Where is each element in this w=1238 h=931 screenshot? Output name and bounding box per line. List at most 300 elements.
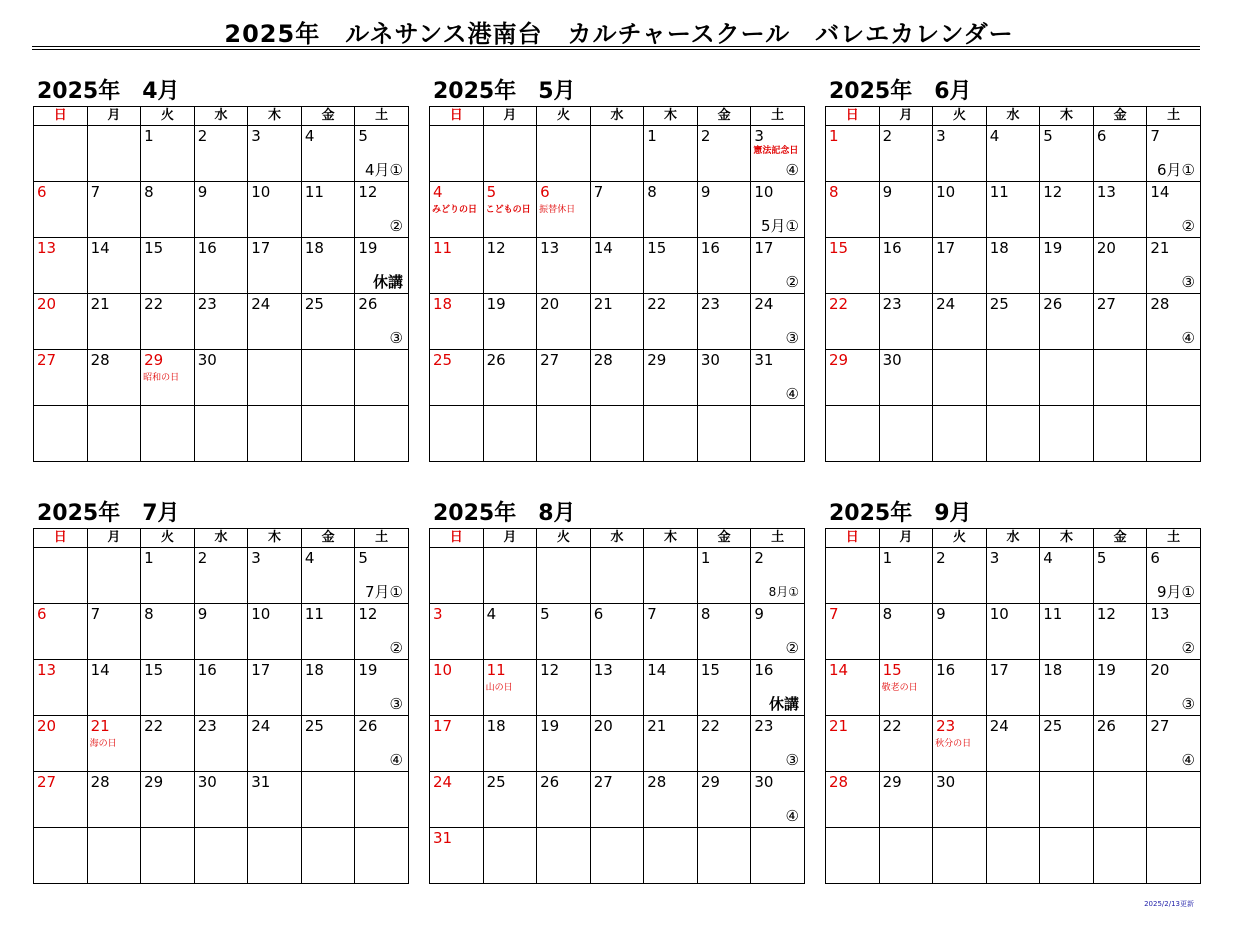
day-number: 16 — [197, 661, 217, 679]
day-number: 22 — [144, 717, 164, 735]
day-cell — [87, 238, 141, 294]
weekday-header: 日 — [430, 529, 484, 548]
day-cell — [537, 406, 591, 462]
day-cell — [87, 772, 141, 828]
weekday-header-row — [826, 529, 1201, 548]
day-cell — [1093, 716, 1147, 772]
day-cell — [483, 126, 537, 182]
lesson-note: ④ — [785, 385, 799, 403]
day-number: 10 — [251, 605, 271, 623]
day-cell — [1093, 772, 1147, 828]
lesson-note: 5月① — [761, 217, 799, 235]
day-cell — [751, 716, 805, 772]
day-cell — [590, 350, 644, 406]
day-cell — [194, 350, 248, 406]
day-cell — [1040, 548, 1094, 604]
day-cell — [430, 350, 484, 406]
day-number: 7 — [1150, 127, 1160, 145]
holiday-label: 敬老の日 — [881, 683, 918, 693]
week-row — [430, 126, 805, 182]
day-number: 20 — [37, 717, 57, 735]
day-number: 19 — [1043, 239, 1063, 257]
week-row — [430, 660, 805, 716]
day-number: 16 — [700, 239, 720, 257]
day-number: 3 — [251, 549, 261, 567]
day-number: 8 — [144, 605, 154, 623]
day-cell — [933, 548, 987, 604]
day-cell — [1093, 660, 1147, 716]
week-row — [34, 660, 409, 716]
lesson-note: ③ — [1181, 695, 1195, 713]
lesson-note: ② — [389, 217, 403, 235]
day-cell — [248, 828, 302, 884]
day-number: 5 — [358, 549, 368, 567]
day-number: 25 — [1043, 717, 1063, 735]
day-cell — [986, 294, 1040, 350]
day-number: 13 — [540, 239, 560, 257]
holiday-label: こどもの日 — [485, 205, 531, 215]
day-number: 25 — [989, 295, 1009, 313]
weekday-header: 月 — [879, 107, 933, 126]
day-cell — [248, 548, 302, 604]
day-number: 28 — [90, 773, 110, 791]
day-cell — [1147, 182, 1201, 238]
day-cell — [933, 350, 987, 406]
day-cell — [1040, 604, 1094, 660]
day-cell — [826, 238, 880, 294]
day-number: 16 — [936, 661, 956, 679]
day-number: 22 — [647, 295, 667, 313]
day-cell — [34, 182, 88, 238]
day-number: 7 — [829, 605, 839, 623]
day-number: 15 — [829, 239, 849, 257]
day-cell — [697, 126, 751, 182]
day-number: 26 — [486, 351, 506, 369]
weekday-header: 木 — [1040, 107, 1094, 126]
day-cell — [826, 660, 880, 716]
day-cell — [34, 126, 88, 182]
weekday-header: 土 — [355, 529, 409, 548]
day-number: 9 — [936, 605, 946, 623]
day-number: 29 — [647, 351, 667, 369]
day-number: 6 — [1096, 127, 1107, 145]
day-cell — [644, 294, 698, 350]
day-cell — [355, 294, 409, 350]
day-number: 2 — [936, 549, 946, 567]
day-cell — [355, 828, 409, 884]
day-cell — [483, 406, 537, 462]
day-cell — [248, 772, 302, 828]
day-cell — [34, 294, 88, 350]
lesson-note: 休講 — [768, 695, 799, 713]
month-calendar — [33, 78, 409, 462]
day-number: 7 — [647, 605, 657, 623]
day-number: 2 — [882, 127, 893, 145]
day-number: 26 — [1096, 717, 1116, 735]
month-calendar — [825, 500, 1201, 884]
day-cell — [644, 660, 698, 716]
day-cell — [301, 772, 355, 828]
day-cell — [644, 350, 698, 406]
day-cell — [826, 294, 880, 350]
day-cell — [87, 716, 141, 772]
day-cell — [879, 828, 933, 884]
day-number: 8 — [882, 605, 893, 623]
day-cell — [986, 828, 1040, 884]
day-cell — [301, 294, 355, 350]
day-cell — [34, 406, 88, 462]
day-number: 13 — [593, 661, 613, 679]
day-cell — [194, 294, 248, 350]
day-number: 12 — [540, 661, 560, 679]
lesson-note: ④ — [389, 751, 403, 769]
day-number: 7 — [90, 183, 101, 201]
day-number: 28 — [647, 773, 667, 791]
day-number: 14 — [593, 239, 613, 257]
day-cell — [697, 182, 751, 238]
month-calendar — [825, 78, 1201, 462]
day-cell — [1147, 604, 1201, 660]
day-cell — [537, 350, 591, 406]
day-number: 25 — [486, 773, 506, 791]
day-cell — [430, 238, 484, 294]
day-cell — [194, 238, 248, 294]
day-cell — [194, 406, 248, 462]
day-cell — [537, 828, 591, 884]
day-number: 12 — [1043, 183, 1063, 201]
weekday-header: 金 — [301, 107, 355, 126]
day-number: 23 — [936, 717, 956, 735]
day-cell — [141, 604, 195, 660]
day-cell — [248, 350, 302, 406]
day-number: 11 — [989, 183, 1009, 201]
day-cell — [751, 772, 805, 828]
day-number: 3 — [989, 549, 1000, 567]
weekday-header: 土 — [355, 107, 409, 126]
weekday-header: 水 — [590, 107, 644, 126]
weekday-header: 水 — [194, 107, 248, 126]
day-cell — [986, 660, 1040, 716]
day-number: 4 — [433, 183, 443, 201]
day-cell — [355, 126, 409, 182]
day-number: 19 — [1096, 661, 1116, 679]
weekday-header-row — [34, 107, 409, 126]
day-number: 1 — [700, 549, 711, 567]
day-cell — [879, 660, 933, 716]
week-row — [430, 716, 805, 772]
week-row — [34, 238, 409, 294]
weekday-header: 月 — [483, 107, 537, 126]
day-cell — [483, 828, 537, 884]
day-number: 28 — [593, 351, 613, 369]
day-cell — [697, 660, 751, 716]
weekday-header: 水 — [194, 529, 248, 548]
weekday-header: 日 — [430, 107, 484, 126]
day-cell — [87, 294, 141, 350]
day-cell — [1147, 350, 1201, 406]
day-cell — [34, 772, 88, 828]
day-cell — [34, 716, 88, 772]
day-cell — [194, 604, 248, 660]
lesson-note: ② — [1181, 639, 1195, 657]
weekday-header-row — [430, 107, 805, 126]
day-cell — [537, 716, 591, 772]
day-number: 9 — [754, 605, 764, 623]
day-number: 11 — [304, 183, 324, 201]
day-cell — [483, 660, 537, 716]
title-divider — [32, 49, 1200, 50]
day-cell — [301, 350, 355, 406]
day-number: 23 — [197, 717, 217, 735]
holiday-label: 昭和の日 — [143, 373, 180, 383]
lesson-note: ④ — [1181, 329, 1195, 347]
day-cell — [483, 604, 537, 660]
day-cell — [697, 548, 751, 604]
day-number: 4 — [486, 605, 497, 623]
day-number: 12 — [486, 239, 506, 257]
week-row — [826, 294, 1201, 350]
day-number: 24 — [989, 717, 1009, 735]
day-cell — [751, 406, 805, 462]
week-row — [34, 548, 409, 604]
day-number: 17 — [936, 239, 956, 257]
day-cell — [483, 238, 537, 294]
day-cell — [1093, 828, 1147, 884]
day-cell — [248, 294, 302, 350]
lesson-note: 休講 — [372, 273, 403, 291]
day-number: 2 — [197, 549, 208, 567]
holiday-label: 振替休日 — [539, 205, 576, 215]
day-number: 21 — [1150, 239, 1170, 257]
day-number: 6 — [37, 605, 47, 623]
day-cell — [933, 182, 987, 238]
day-number: 10 — [251, 183, 271, 201]
day-cell — [879, 406, 933, 462]
day-number: 21 — [829, 717, 849, 735]
day-cell — [483, 772, 537, 828]
day-cell — [537, 238, 591, 294]
page-title: 2025年 ルネサンス港南台 カルチャースクール バレエカレンダー — [224, 20, 1014, 48]
week-row — [826, 604, 1201, 660]
day-cell — [537, 660, 591, 716]
lesson-note: ② — [785, 639, 799, 657]
day-number: 16 — [882, 239, 902, 257]
month-title: 2025年 4月 — [37, 79, 180, 104]
day-cell — [87, 406, 141, 462]
weekday-header: 月 — [87, 107, 141, 126]
week-row — [34, 406, 409, 462]
weekday-header: 水 — [590, 529, 644, 548]
day-cell — [87, 548, 141, 604]
day-cell — [355, 548, 409, 604]
weekday-header: 土 — [751, 529, 805, 548]
day-number: 31 — [251, 773, 271, 791]
month-title: 2025年 7月 — [37, 501, 180, 526]
day-cell — [430, 126, 484, 182]
day-cell — [644, 548, 698, 604]
week-row — [826, 126, 1201, 182]
day-number: 7 — [593, 183, 604, 201]
day-cell — [34, 660, 88, 716]
day-cell — [355, 406, 409, 462]
day-cell — [248, 126, 302, 182]
day-number: 26 — [540, 773, 560, 791]
day-cell — [879, 294, 933, 350]
day-number: 13 — [37, 661, 57, 679]
day-cell — [826, 548, 880, 604]
weekday-header: 木 — [248, 107, 302, 126]
day-cell — [141, 238, 195, 294]
day-cell — [430, 604, 484, 660]
day-number: 27 — [1150, 717, 1170, 735]
day-number: 30 — [936, 773, 956, 791]
day-cell — [1093, 182, 1147, 238]
weekday-header: 土 — [751, 107, 805, 126]
day-cell — [301, 182, 355, 238]
month-calendar — [429, 500, 805, 884]
day-number: 29 — [144, 351, 164, 369]
day-cell — [194, 772, 248, 828]
weekday-header: 月 — [87, 529, 141, 548]
day-number: 6 — [540, 183, 550, 201]
day-cell — [537, 182, 591, 238]
day-cell — [1147, 126, 1201, 182]
lesson-note: ③ — [785, 751, 799, 769]
day-cell — [933, 294, 987, 350]
day-number: 9 — [700, 183, 711, 201]
day-cell — [1040, 716, 1094, 772]
day-cell — [986, 716, 1040, 772]
day-number: 29 — [700, 773, 720, 791]
day-number: 26 — [358, 717, 378, 735]
day-cell — [483, 716, 537, 772]
day-number: 20 — [1150, 661, 1170, 679]
month-table — [33, 528, 409, 884]
day-cell — [879, 548, 933, 604]
day-cell — [1093, 294, 1147, 350]
day-number: 22 — [882, 717, 902, 735]
weekday-header: 土 — [1147, 107, 1201, 126]
day-number: 27 — [540, 351, 560, 369]
day-cell — [1147, 716, 1201, 772]
day-number: 14 — [90, 661, 110, 679]
day-cell — [644, 126, 698, 182]
day-cell — [697, 716, 751, 772]
day-number: 1 — [144, 549, 154, 567]
day-number: 21 — [593, 295, 613, 313]
day-number: 20 — [37, 295, 57, 313]
day-cell — [430, 716, 484, 772]
day-cell — [1040, 772, 1094, 828]
day-cell — [1147, 406, 1201, 462]
day-number: 31 — [433, 829, 453, 847]
day-cell — [301, 660, 355, 716]
lesson-note: ④ — [1181, 751, 1195, 769]
day-number: 1 — [647, 127, 657, 145]
day-cell — [248, 604, 302, 660]
day-number: 25 — [433, 351, 453, 369]
day-cell — [194, 716, 248, 772]
day-number: 30 — [882, 351, 902, 369]
day-cell — [986, 126, 1040, 182]
day-cell — [1040, 350, 1094, 406]
day-number: 25 — [304, 717, 324, 735]
day-number: 11 — [1043, 605, 1063, 623]
day-number: 24 — [251, 717, 271, 735]
day-cell — [986, 238, 1040, 294]
day-number: 16 — [754, 661, 774, 679]
day-cell — [986, 548, 1040, 604]
month-calendar — [429, 78, 805, 462]
day-cell — [248, 716, 302, 772]
day-number: 8 — [700, 605, 711, 623]
day-number: 24 — [433, 773, 453, 791]
week-row — [826, 238, 1201, 294]
day-cell — [355, 604, 409, 660]
day-cell — [644, 182, 698, 238]
day-cell — [590, 660, 644, 716]
lesson-note: ③ — [785, 329, 799, 347]
day-cell — [1093, 604, 1147, 660]
week-row — [34, 350, 409, 406]
day-cell — [1040, 406, 1094, 462]
day-cell — [644, 716, 698, 772]
day-cell — [87, 660, 141, 716]
day-cell — [87, 828, 141, 884]
week-row — [34, 182, 409, 238]
day-cell — [879, 772, 933, 828]
lesson-note: 7月① — [365, 583, 403, 601]
week-row — [826, 182, 1201, 238]
day-number: 28 — [829, 773, 849, 791]
day-number: 27 — [1096, 295, 1116, 313]
day-number: 5 — [358, 127, 368, 145]
day-cell — [644, 772, 698, 828]
day-cell — [537, 548, 591, 604]
day-cell — [826, 716, 880, 772]
week-row — [430, 548, 805, 604]
holiday-label: 憲法記念日 — [753, 146, 799, 156]
day-cell — [34, 238, 88, 294]
day-cell — [826, 350, 880, 406]
day-cell — [248, 406, 302, 462]
day-cell — [1093, 406, 1147, 462]
day-number: 14 — [647, 661, 667, 679]
day-cell — [986, 350, 1040, 406]
day-cell — [933, 772, 987, 828]
day-cell — [826, 126, 880, 182]
day-cell — [34, 828, 88, 884]
weekday-header: 木 — [644, 529, 698, 548]
day-number: 13 — [1096, 183, 1116, 201]
day-cell — [986, 182, 1040, 238]
day-cell — [141, 548, 195, 604]
weekday-header: 木 — [248, 529, 302, 548]
day-cell — [879, 238, 933, 294]
day-number: 7 — [90, 605, 101, 623]
week-row — [430, 238, 805, 294]
day-number: 4 — [304, 549, 315, 567]
day-number: 1 — [882, 549, 893, 567]
weekday-header: 月 — [483, 529, 537, 548]
day-cell — [141, 828, 195, 884]
day-number: 18 — [486, 717, 506, 735]
week-row — [34, 716, 409, 772]
day-number: 22 — [144, 295, 164, 313]
day-cell — [751, 182, 805, 238]
day-cell — [590, 716, 644, 772]
day-number: 21 — [90, 295, 110, 313]
